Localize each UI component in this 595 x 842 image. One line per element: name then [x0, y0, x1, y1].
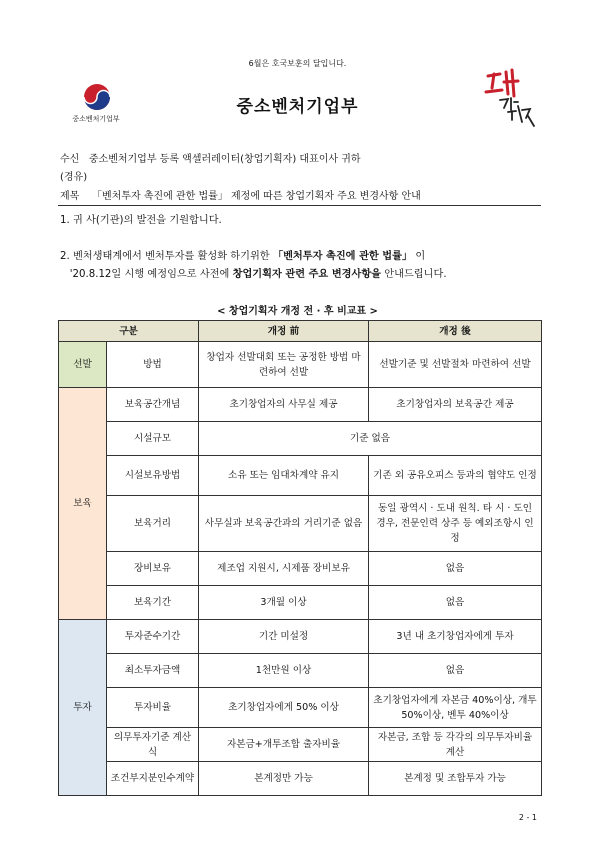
row-before: 기간 미설정	[199, 620, 369, 654]
table-row	[59, 552, 542, 586]
row-item: 시설규모	[107, 422, 199, 456]
row-item: 보육공간개념	[107, 388, 199, 422]
row-after: 3년 내 초기창업자에게 투자	[369, 620, 542, 654]
row-before: 3개월 이상	[199, 586, 369, 620]
group-selection: 선발	[59, 342, 107, 388]
page-number: 2 - 1	[518, 813, 537, 822]
table-row	[59, 688, 542, 728]
paragraph-2-text-a: 2. 벤처생태계에서 벤처투자를 활성화 하기위한	[60, 251, 273, 262]
row-after: 없음	[369, 586, 542, 620]
slogan-calligraphy-logo	[478, 66, 538, 130]
subject-line	[60, 187, 421, 202]
row-item: 투자비율	[107, 688, 199, 728]
row-after: 초기창업자에게 자본금 40%이상, 개투 50%이상, 벤투 40%이상	[369, 688, 542, 728]
header-before: 개정 前	[199, 321, 369, 342]
table-row	[59, 586, 542, 620]
table-caption: < 창업기획자 개정 전 · 후 비교표 >	[217, 306, 378, 317]
paragraph-2-text-d: '20.8.12일 시행 예정임으로 사전에	[69, 269, 233, 280]
row-item: 장비보유	[107, 552, 199, 586]
recipient-line	[60, 150, 361, 165]
row-item: 투자준수기간	[107, 620, 199, 654]
row-after: 초기창업자의 보육공간 제공	[369, 388, 542, 422]
recipient-value: 중소벤처기업부 등록 액셀러레이터(창업기획자) 대표이사 귀하	[88, 154, 361, 165]
subject-value: 「벤처투자 촉진에 관한 법률」 제정에 따른 창업기획자 주요 변경사항 안내	[92, 191, 421, 202]
subject-label: 제목	[60, 191, 80, 202]
paragraph-2	[60, 248, 447, 284]
row-after: 없음	[369, 654, 542, 688]
row-item: 최소투자금액	[107, 654, 199, 688]
row-after: 없음	[369, 552, 542, 586]
table-row	[59, 388, 542, 422]
row-before: 제조업 지원시, 시제품 장비보유	[199, 552, 369, 586]
row-before: 사무실과 보육공간과의 거리기준 없음	[199, 496, 369, 552]
header-after: 개정 後	[369, 321, 542, 342]
row-item: 보육기간	[107, 586, 199, 620]
row-item: 보육거리	[107, 496, 199, 552]
row-before: 초기창업자의 사무실 제공	[199, 388, 369, 422]
row-item: 시설보유방법	[107, 456, 199, 496]
table-row	[59, 728, 542, 762]
row-after: 기존 외 공유오피스 등과의 협약도 인정	[369, 456, 542, 496]
row-before: 소유 또는 임대차계약 유지	[199, 456, 369, 496]
row-before: 자본금+개투조합 출자비율	[199, 728, 369, 762]
recipient-label: 수신	[60, 154, 80, 165]
table-row	[59, 342, 542, 388]
header-divider	[58, 205, 541, 206]
row-after: 자본금, 조합 등 각각의 의무투자비율 계산	[369, 728, 542, 762]
paragraph-2-text-c: 이	[412, 251, 426, 262]
org-title: 중소벤처기업부	[236, 97, 359, 117]
logo-text: 중소벤처기업부	[72, 115, 120, 123]
comparison-table	[58, 320, 542, 796]
table-row	[59, 422, 542, 456]
group-investment: 투자	[59, 620, 107, 796]
table-row	[59, 654, 542, 688]
paragraph-1: 1. 귀 사(기관)의 발전을 기원합니다.	[60, 215, 222, 226]
row-after: 선발기준 및 선발절차 마련하여 선발	[369, 342, 542, 388]
paragraph-2-text-f: 안내드립니다.	[381, 269, 447, 280]
row-item: 의무투자기준 계산식	[107, 728, 199, 762]
top-note: 6월은 호국보훈의 달입니다.	[248, 59, 347, 68]
paragraph-2-law-name: 「벤처투자 촉진에 관한 법률」	[272, 251, 413, 262]
table-row	[59, 762, 542, 796]
row-item: 조건부지분인수계약	[107, 762, 199, 796]
row-before: 1천만원 이상	[199, 654, 369, 688]
table-header-row	[59, 321, 542, 342]
row-before: 창업자 선발대회 또는 공정한 방법 마련하여 선발	[199, 342, 369, 388]
row-after: 본계정 및 조합투자 가능	[369, 762, 542, 796]
paragraph-2-emphasis: 창업기획자 관련 주요 변경사항을	[232, 269, 382, 280]
row-item: 방법	[107, 342, 199, 388]
row-before: 본계정만 가능	[199, 762, 369, 796]
table-row	[59, 496, 542, 552]
group-incubation: 보육	[59, 388, 107, 620]
table-row	[59, 620, 542, 654]
header-category: 구분	[59, 321, 199, 342]
via-line: (경유)	[60, 172, 88, 183]
row-merged: 기준 없음	[199, 422, 542, 456]
row-before: 초기창업자에게 50% 이상	[199, 688, 369, 728]
table-row	[59, 456, 542, 496]
row-after: 동일 광역시 · 도내 원칙. 타 시 · 도인 경우, 전문인력 상주 등 예외조항시 인정	[369, 496, 542, 552]
